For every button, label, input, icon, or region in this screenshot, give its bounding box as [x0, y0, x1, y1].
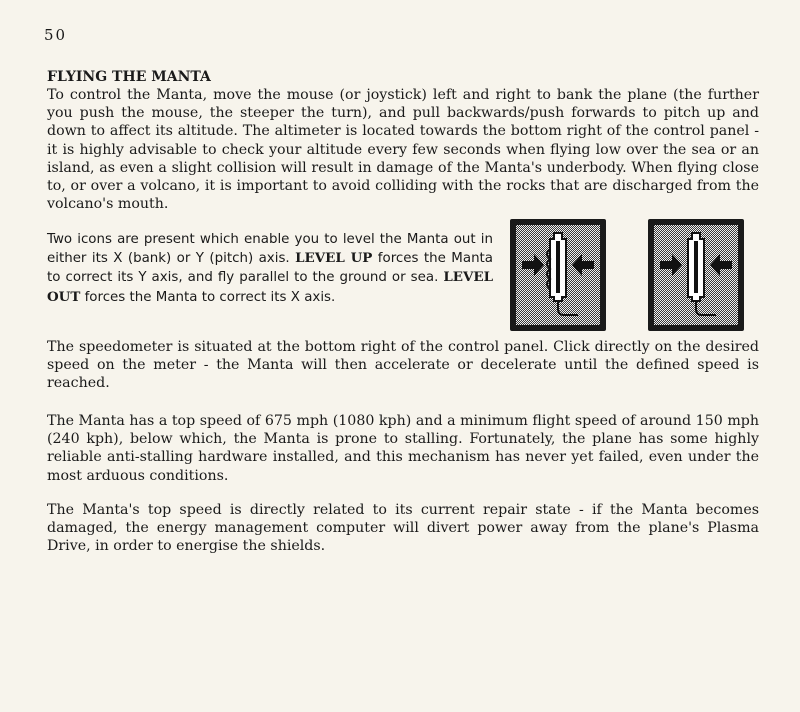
level-up-description: forces the Manta to correct its Y axis, and fly parallel to the ground or sea. — [47, 251, 494, 286]
level-up-keyword: LEVEL UP — [295, 250, 373, 267]
paragraph-level-icons — [47, 231, 493, 307]
level-intro-text: Two icons are present which enable you to level the Manta out in either its X (bank) or Y (pitch) axis. — [47, 232, 493, 267]
level-up-icon — [510, 219, 606, 331]
page-number: 50 — [44, 26, 68, 44]
paragraph-speedometer: The speedometer is situated at the bottom right of the control panel. Click directly on the desired speed on the meter - the Manta will then accelerate or decelerate until the defined speed is reached. — [47, 339, 759, 392]
paragraph-controls: To control the Manta, move the mouse (or joystick) left and right to bank the plane (the further you push the mouse, the steeper the turn), and pull backwards/push forwards to pitch up and down to affect its altitude. The altimeter is located towards the bottom right of the control panel - it is highly advisable to check your altitude every few seconds when flying low over the sea or an island, as even a slight collision will result in damage of the Manta's underbody. When flying close to, or over a volcano, it is important to avoid colliding with the rocks that are discharged from the volcano's mouth. — [47, 87, 759, 213]
section-title: FLYING THE MANTA — [47, 69, 211, 85]
level-out-description: forces the Manta to correct its X axis. — [84, 289, 336, 305]
level-out-icon — [648, 219, 744, 331]
paragraph-repair-state: The Manta's top speed is directly related to its current repair state - if the Manta becomes damaged, the energy management computer will divert power away from the plane's Plasma Drive, in order to energise the shields. — [47, 502, 759, 555]
paragraph-top-speed: The Manta has a top speed of 675 mph (1080 kph) and a minimum flight speed of around 150 mph (240 kph), below which, the Manta is prone to stalling. Fortunately, the plane has some highly reliable anti-stalling hardware installed, and this mechanism has never yet failed, even under the most arduous conditions. — [47, 413, 759, 484]
level-out-keyword: LEVEL OUT — [47, 269, 494, 305]
